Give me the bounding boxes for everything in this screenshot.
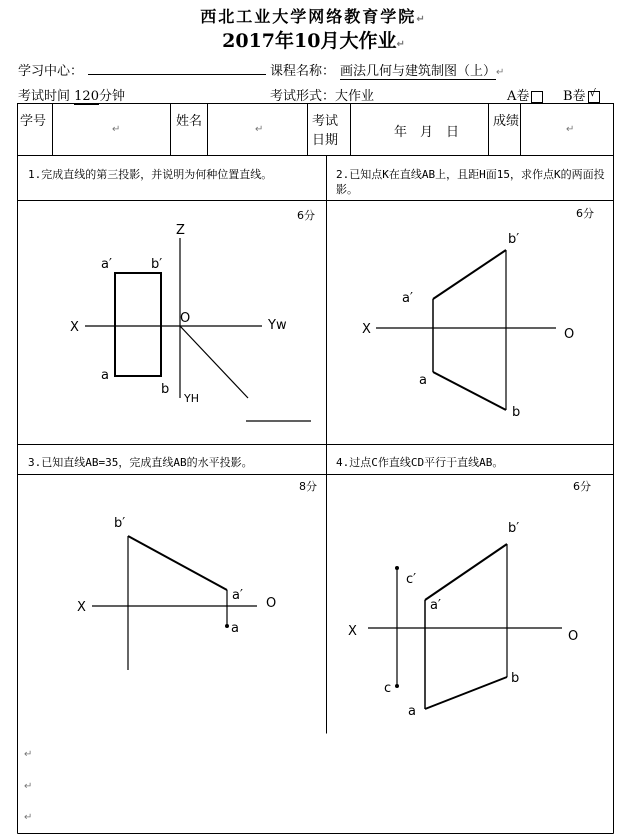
university-name: 西北工业大学网络教育学院↵ — [200, 7, 427, 26]
q3-label-o: O — [266, 596, 277, 611]
question-1-text: 1.完成直线的第三投影，并说明为何种位置直线。 — [28, 168, 273, 181]
q1-label-yw: Yw — [268, 318, 287, 333]
q4-label-c1: c′ — [406, 572, 417, 587]
paper-b-option[interactable]: B卷√ — [563, 85, 600, 104]
q3-point-a — [225, 624, 229, 628]
exam-format: 考试形式：大作业 — [270, 89, 375, 104]
q1-label-b: b — [161, 382, 170, 397]
q1-label-o: O — [180, 311, 191, 326]
q2-label-b: b — [512, 405, 521, 420]
course-value: 画法几何与建筑制图（上）↵ — [340, 60, 504, 80]
q4-label-b1: b′ — [508, 521, 520, 536]
q2-top-line — [433, 372, 506, 410]
q3-label-a1: a′ — [232, 588, 243, 603]
paragraph-mark-icon: ↵ — [24, 812, 33, 823]
q1-miter-line — [180, 326, 248, 398]
exam-time: 考试时间 120分钟 — [18, 89, 125, 104]
name-label: 姓名 — [176, 114, 203, 129]
q3-label-a: a — [231, 621, 239, 636]
q2-label-b1: b′ — [508, 232, 520, 247]
exam-date-label: 考试日期 — [312, 114, 339, 148]
time-value: 120 — [74, 89, 99, 104]
exam-date-value[interactable]: 年 月 日 — [394, 125, 460, 140]
assignment-title: 2017年10月大作业↵ — [222, 30, 405, 52]
question-4-score: 6分 — [573, 480, 591, 493]
q2-label-a: a — [419, 373, 427, 388]
q4-point-c1 — [395, 566, 399, 570]
paragraph-mark-icon: ↵ — [566, 124, 575, 135]
q2-label-o: O — [564, 327, 575, 342]
paragraph-mark-icon: ↵ — [396, 39, 405, 50]
question-3-text: 3.已知直线AB=35，完成直线AB的水平投影。 — [28, 456, 253, 469]
question-4-text: 4.过点C作直线CD平行于直线AB。 — [336, 456, 504, 469]
q1-label-b1: b′ — [151, 257, 163, 272]
q4-front-line — [425, 544, 507, 600]
q4-label-b: b — [511, 671, 520, 686]
q4-label-x: X — [348, 624, 357, 639]
q1-label-x: X — [70, 320, 79, 335]
q4-label-a: a — [408, 704, 416, 719]
q2-label-x: X — [362, 322, 371, 337]
q4-label-a1: a′ — [430, 598, 441, 613]
paragraph-mark-icon: ↵ — [24, 749, 33, 760]
q1-front-rect — [115, 273, 161, 376]
q3-label-x: X — [77, 600, 86, 615]
center-label: 学习中心： — [18, 64, 84, 79]
question-1-score: 6分 — [297, 209, 315, 222]
paragraph-mark-icon: ↵ — [112, 124, 121, 135]
score-label: 成绩 — [493, 114, 520, 129]
q1-label-a1: a′ — [101, 257, 112, 272]
question-2-text: 2.已知点K在直线AB上，且距H面15，求作点K的两面投影。 — [336, 168, 605, 196]
q4-point-c — [395, 684, 399, 688]
q2-front-line — [433, 250, 506, 299]
q4-label-o: O — [568, 629, 579, 644]
q4-label-c: c — [384, 681, 392, 696]
paragraph-mark-icon: ↵ — [416, 14, 427, 25]
paper-a-option[interactable]: A卷 — [507, 85, 543, 104]
q1-label-z: Z — [176, 223, 185, 238]
q3-label-b1: b′ — [114, 516, 126, 531]
paragraph-mark-icon: ↵ — [255, 124, 264, 135]
q4-top-line — [425, 677, 507, 709]
q2-label-a1: a′ — [402, 291, 413, 306]
q1-label-a: a — [101, 368, 109, 383]
question-3-score: 8分 — [299, 480, 317, 493]
question-2-score: 6分 — [576, 207, 594, 220]
q3-front-line — [128, 536, 227, 590]
q1-label-yh: YH — [184, 392, 199, 405]
student-id-label: 学号 — [20, 114, 47, 129]
paragraph-mark-icon: ↵ — [24, 781, 33, 792]
paragraph-mark-icon: ↵ — [496, 67, 505, 78]
course-label: 课程名称： — [270, 64, 336, 79]
